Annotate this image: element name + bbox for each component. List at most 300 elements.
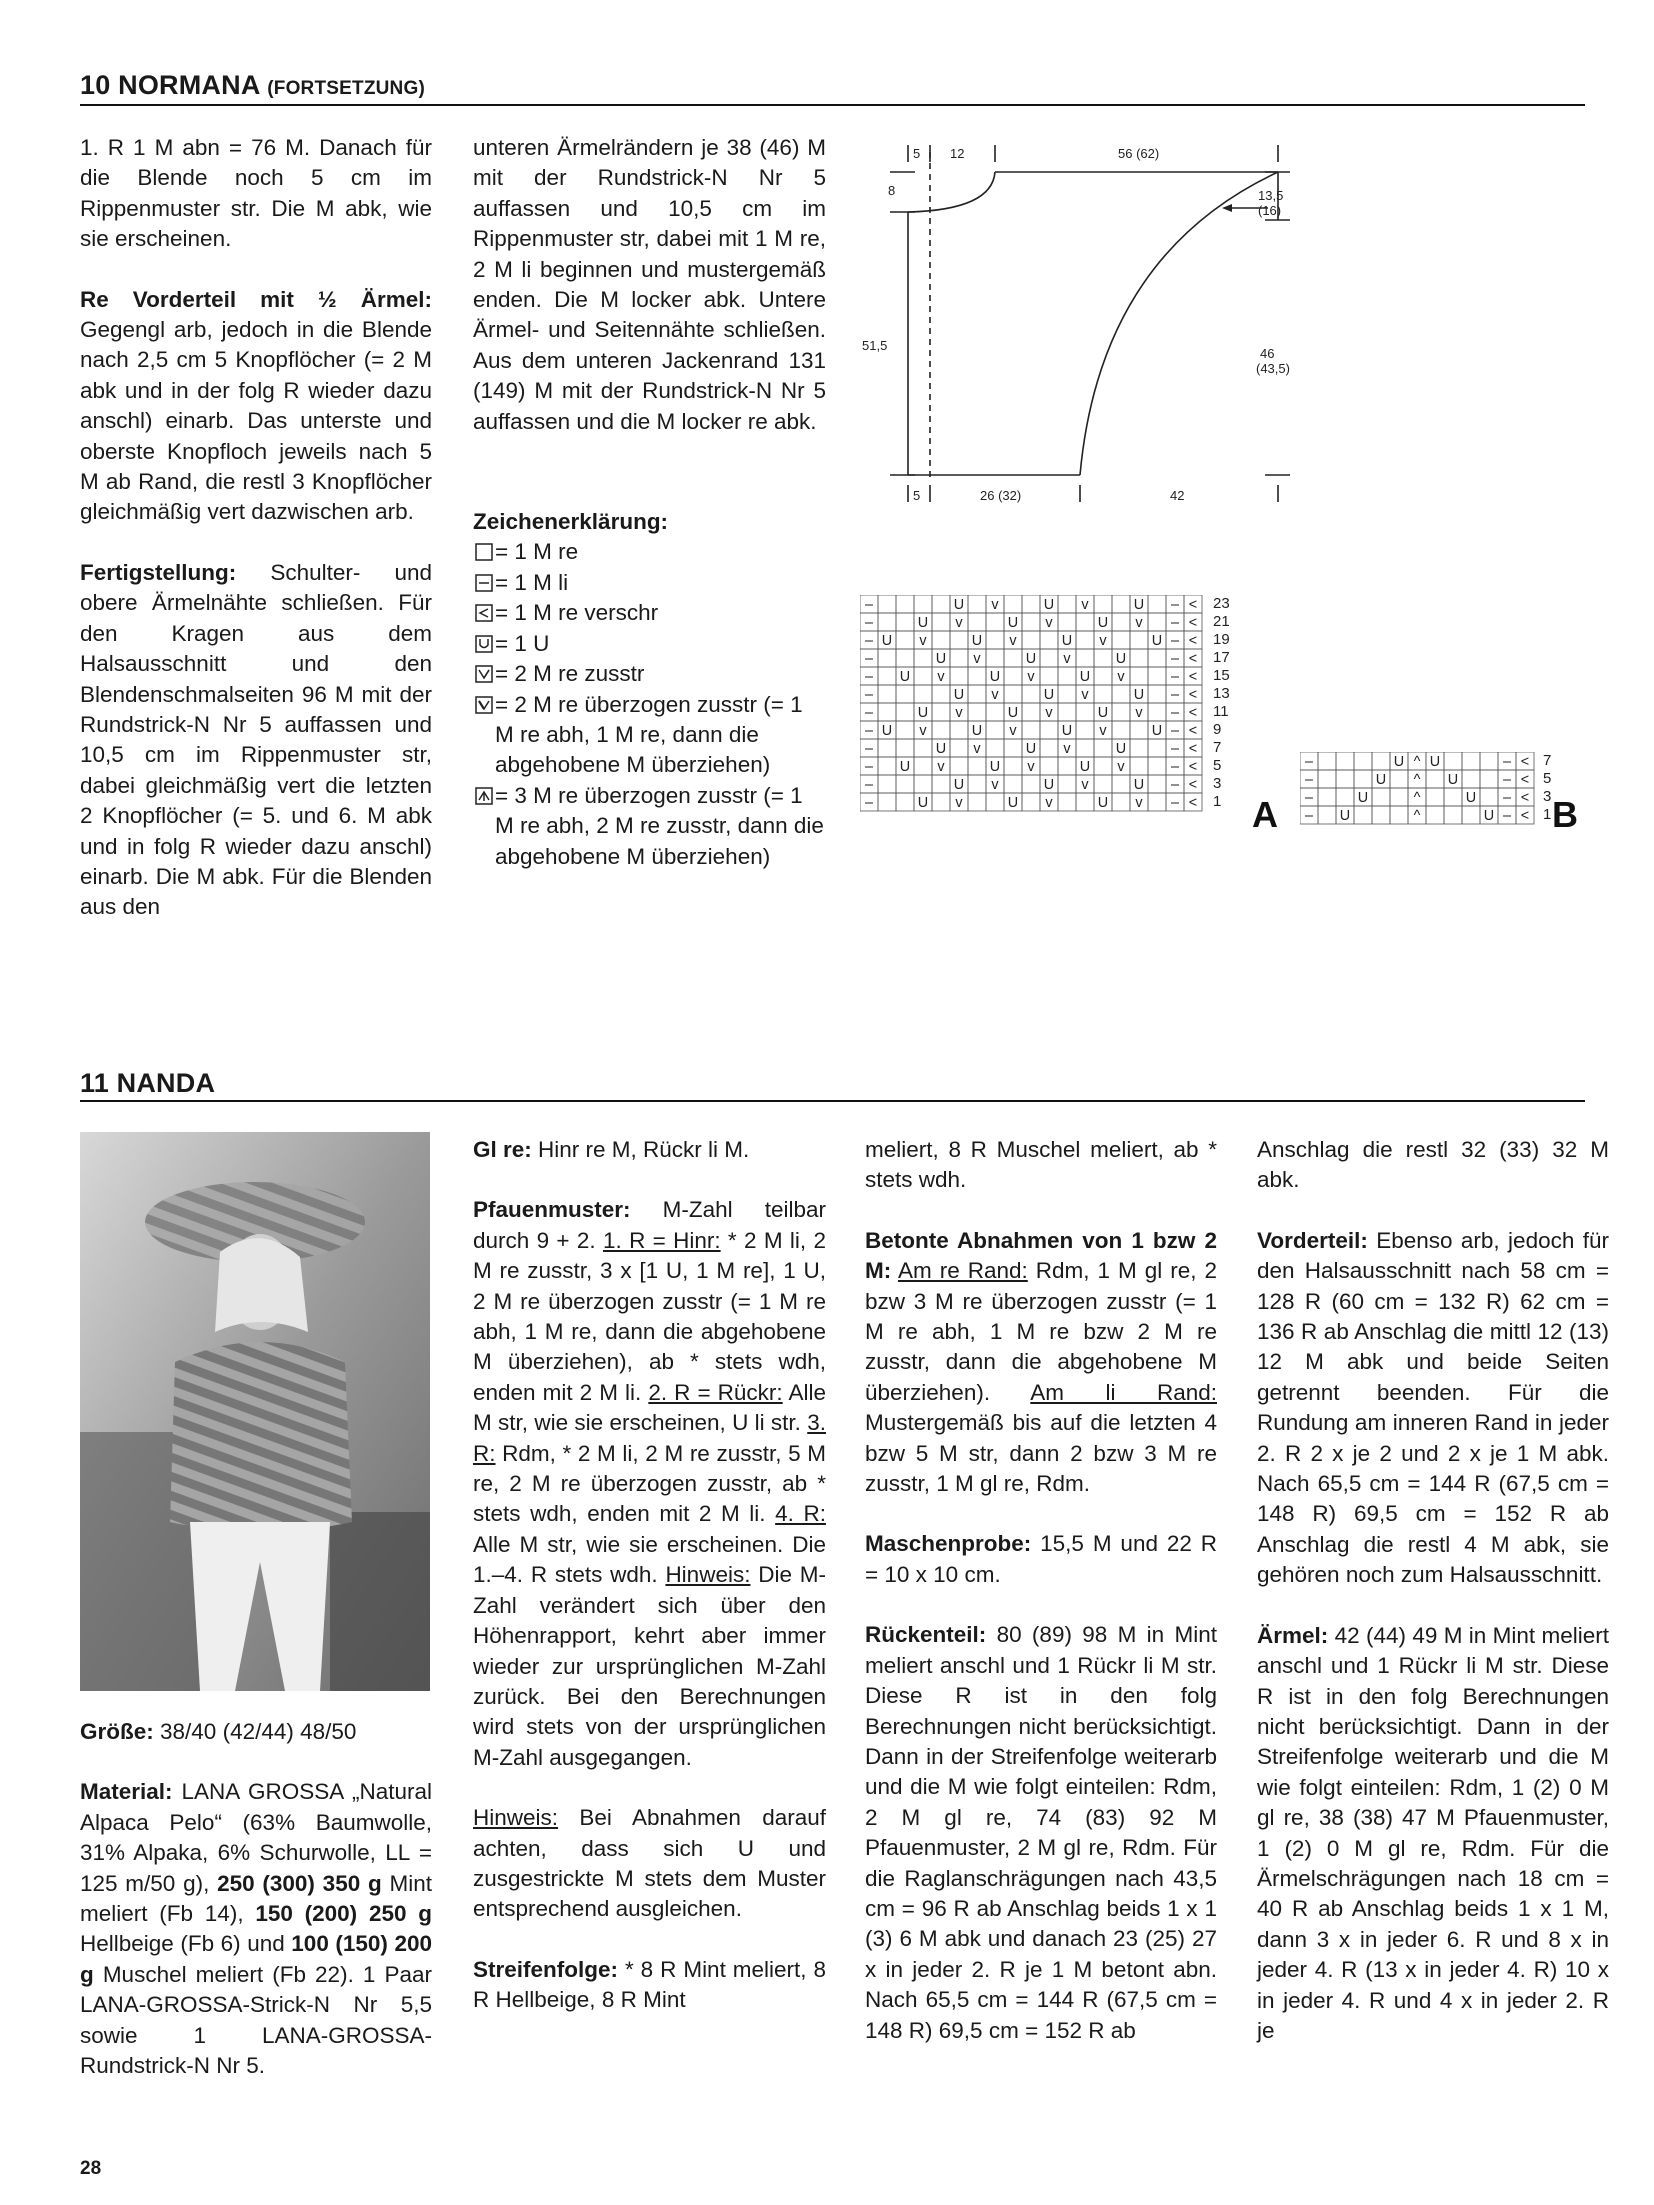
row-number: 3 [1213, 775, 1222, 792]
chart-cell [1148, 685, 1166, 703]
paragraph [473, 1803, 826, 1925]
chart-cell [1318, 752, 1336, 770]
chart-symbol: – [1170, 669, 1180, 686]
row-number: 5 [1213, 757, 1222, 774]
chart-symbol: v [1027, 759, 1035, 776]
chart-cell [1354, 806, 1372, 824]
chart-cell [1462, 752, 1480, 770]
chart-symbol: U [1061, 633, 1073, 650]
paragraph-text: Muschel meliert (Fb 22). 1 Paar LANA-GROSSA-Strick-N Nr 5,5 sowie 1 LANA-GROSSA-Rundstrick-N Nr 5. [80, 1961, 432, 2079]
legend-item [473, 568, 826, 598]
chart-cell [914, 757, 932, 775]
chart-symbol: U [1043, 777, 1055, 794]
chart-cell [1480, 752, 1498, 770]
chart-symbol: – [1170, 651, 1180, 668]
chart-cell [1094, 649, 1112, 667]
chart-cell [968, 613, 986, 631]
chart-symbol: v [991, 687, 999, 704]
row-number: 21 [1213, 613, 1230, 630]
chart-cell [1444, 788, 1462, 806]
chart-cell [896, 631, 914, 649]
chart-symbol: U [1375, 772, 1387, 789]
chart-symbol: < [1188, 687, 1198, 704]
chart-symbol: – [1502, 808, 1512, 825]
row-number: 19 [1213, 631, 1230, 648]
paragraph-text: Alle M str, wie sie erscheinen. Die 1.–4. R stets wdh. [473, 1531, 826, 1588]
paragraph-text: 15,5 M und 22 R = 10 x 10 cm. [865, 1531, 1217, 1587]
chart-symbol: – [1502, 754, 1512, 771]
underlined-text: 2. R = Rückr: [648, 1379, 783, 1405]
chart-cell [1354, 770, 1372, 788]
chart-cell [968, 793, 986, 811]
underlined-text: 3. R: [473, 1410, 826, 1466]
dimension-label: 5 [913, 488, 921, 503]
chart-cell [1004, 757, 1022, 775]
chart-cell [1004, 595, 1022, 613]
chart-cell [896, 739, 914, 757]
chart-cell [932, 721, 950, 739]
paragraph: meliert, 8 R Muschel meliert, ab * stets wdh. [865, 1137, 1217, 1193]
underlined-text: Hinweis: [665, 1562, 751, 1588]
chart-symbol: – [864, 597, 874, 614]
paragraph-text: Schulter- und obere Ärmelnähte schließen. Für den Kragen aus dem Halsausschnitt und den Blendenschmalseiten 96 M mit der Rundstrick-N Nr 5 auffassen und 10,5 cm im Rippenmuster str, dabei gleichmäßig vert die letzten 2 Knopflöcher (= 5. und 6. M abk und in folg R wieder dazu anschl) einarb. Die M abk. Für die Blenden aus den [80, 559, 432, 920]
chart-row-numbers [1543, 752, 1551, 823]
chart-symbol: – [1170, 687, 1180, 704]
paragraph-bold: 100 (150) 200 g [80, 1931, 432, 1987]
chart-symbol: v [1135, 705, 1143, 722]
row-number: 7 [1543, 752, 1552, 769]
chart-cell [1426, 806, 1444, 824]
chart-symbol: U [1097, 795, 1109, 812]
chart-symbol: U [935, 651, 947, 668]
chart-symbol: v [1063, 651, 1071, 668]
chart-cell [932, 793, 950, 811]
chart-symbol: U [953, 597, 965, 614]
chart-cell [1076, 739, 1094, 757]
chart-cell [1058, 775, 1076, 793]
legend-text: = 1 U [495, 630, 550, 656]
paragraph: 1. R 1 M abn = 76 M. Danach für die Blende noch 5 cm im Rippenmuster str. Die M abk, wie sie erscheinen. [80, 135, 432, 252]
chart-symbol: – [1304, 754, 1314, 771]
chart-cell [1076, 631, 1094, 649]
chart-symbol: U [1043, 687, 1055, 704]
chart-cell [986, 739, 1004, 757]
dimension-label: 46 [1260, 346, 1275, 361]
chart-cell [986, 631, 1004, 649]
chart-symbol: v [1045, 705, 1053, 722]
chart-symbol: v [919, 723, 927, 740]
dimension-label: (16) [1258, 203, 1282, 218]
paragraph [473, 1135, 826, 1165]
chart-cell [1426, 770, 1444, 788]
legend-text: = 1 M re [495, 539, 579, 565]
chart-cell [1076, 721, 1094, 739]
paragraph-text: Gegengl arb, jedoch in die Blende nach 2,5 cm 5 Knopflöcher (= 2 M abk und in der folg R wieder dazu anschl) einarb. Das unterste und oberste Knopfloch jeweils nach 5 M ab Rand, die restl 3 Knopflöcher gleichmäßig vert dazwischen arb. [80, 317, 432, 525]
row-number: 23 [1213, 595, 1230, 612]
paragraph-text: M-Zahl teilbar durch 9 + 2. [473, 1197, 826, 1253]
chart-cell [932, 703, 950, 721]
chart-cell [986, 793, 1004, 811]
paragraph-text: * 2 M li, 2 M re zusstr, 3 x [1 U, 1 M re], 1 U, 2 M re überzogen zusstr (= 1 M re abh, 1 M re, dann die abgehobene M überziehen), ab * stets wdh, enden mit 2 M li. [473, 1227, 826, 1405]
chart-symbol: U [1079, 759, 1091, 776]
chart-cell [1336, 752, 1354, 770]
chart-symbol: U [953, 777, 965, 794]
chart-cell [1058, 757, 1076, 775]
chart-cell [950, 757, 968, 775]
chart-symbol: ^ [1413, 754, 1421, 771]
row-number: 7 [1213, 739, 1222, 756]
chart-cell [1076, 613, 1094, 631]
underlined-text: Hinweis: [473, 1805, 559, 1831]
dimension-label: 42 [1170, 488, 1185, 503]
chart-cell [1354, 752, 1372, 770]
chart-symbol: U [989, 759, 1001, 776]
chart-symbol: – [864, 651, 874, 668]
chart-cell [1112, 775, 1130, 793]
row-number: 5 [1543, 770, 1552, 787]
paragraph-text: Alle M str, wie sie erscheinen, U li str. [473, 1379, 827, 1436]
chart-symbol: U [881, 723, 893, 740]
chart-symbol: ^ [1413, 772, 1421, 789]
chart-cell [1058, 685, 1076, 703]
chart-label: A [1252, 794, 1278, 835]
chart-symbol: – [1170, 705, 1180, 722]
chart-cell [1148, 793, 1166, 811]
chart-symbol: v [919, 633, 927, 650]
chart-symbol: – [864, 705, 874, 722]
chart-cell [878, 757, 896, 775]
chart-cell [932, 685, 950, 703]
chart-cell [878, 793, 896, 811]
chart-cell [878, 667, 896, 685]
chart-symbol: U [971, 633, 983, 650]
chart-cell [878, 595, 896, 613]
chart-cell [914, 775, 932, 793]
paragraph [865, 1620, 1217, 2046]
chart-cell [896, 595, 914, 613]
section-subtitle: (FORTSETZUNG) [267, 78, 425, 99]
chart-cell [1004, 649, 1022, 667]
paragraph-text: 42 (44) 49 M in Mint meliert anschl und 1 Rückr li M str. Diese R ist in den folg Berechnungen nicht berücksichtigt. Dann in der Streifenfolge weiterarb und die M wie folgt einteilen: Rdm, 1 (2) 0 M gl re, 38 (38) 47 M Pfauenmuster, 1 (2) 0 M gl re, Rdm. Für die Ärmelschrägungen nach 18 cm = 40 R ab Anschlag beids 1 x 1 M, dann 3 x in jeder 6. R und 8 x in jeder 4. R (13 x in jeder 4. R) 10 x in jeder 4. R und 4 x in jeder 2. R je [1257, 1622, 1609, 2043]
legend-text: = 2 M re zusstr [495, 661, 645, 687]
chart-cell [1390, 788, 1408, 806]
chart-cell [1318, 806, 1336, 824]
chart-cell [1336, 788, 1354, 806]
chart-cell [896, 775, 914, 793]
chart-symbol: – [864, 777, 874, 794]
chart-symbol: – [1170, 723, 1180, 740]
paragraph [80, 558, 432, 923]
chart-symbol: U [1483, 808, 1495, 825]
chart-cell [1148, 775, 1166, 793]
dimension-label: 51,5 [862, 338, 888, 353]
chart-symbol: v [1099, 633, 1107, 650]
chart-symbol: < [1188, 597, 1198, 614]
chart-cell [1148, 613, 1166, 631]
chart-symbol: v [937, 759, 945, 776]
chart-cell [986, 613, 1004, 631]
chart-symbol: U [1133, 687, 1145, 704]
chart-symbol: U [971, 723, 983, 740]
chart-symbol: – [1170, 615, 1180, 632]
dimension-label: 5 [913, 146, 921, 161]
chart-cell [878, 739, 896, 757]
chart-cell [1004, 685, 1022, 703]
chart-cell [1022, 721, 1040, 739]
paragraph-label: Maschenprobe: [865, 1531, 1032, 1557]
paragraph [473, 1955, 826, 2016]
chart-cell [878, 703, 896, 721]
chart-symbol: U [953, 687, 965, 704]
paragraph-text: Rdm, * 2 M li, 2 M re zusstr, 5 M re, 2 M re überzogen zusstr, ab * stets wdh, enden mit 2 M li. [473, 1440, 826, 1527]
chart-symbol: U [1007, 615, 1019, 632]
paragraph-text: LANA GROSSA „Natural Alpaca Pelo“ (63% Baumwolle, 31% Alpaka, 6% Schurwolle, LL = 125 m/50 g), [80, 1779, 432, 1896]
chart-cell [1318, 788, 1336, 806]
chart-cell [896, 649, 914, 667]
chart-cell [1058, 613, 1076, 631]
chart-symbol: – [1170, 741, 1180, 758]
chart-symbol: < [1188, 741, 1198, 758]
paragraph [80, 285, 432, 528]
nanda-column-2 [473, 1135, 826, 2046]
chart-cell [1148, 757, 1166, 775]
chart-cell [1040, 667, 1058, 685]
chart-cell [1130, 667, 1148, 685]
paragraph-label: Re Vorderteil mit ½ Ärmel: [80, 286, 432, 312]
chart-cell [1094, 595, 1112, 613]
chart-symbol: U [1115, 651, 1127, 668]
chart-cell [1004, 667, 1022, 685]
chart-cell [1130, 631, 1148, 649]
sk2p-symbol-icon [473, 787, 495, 805]
chart-symbol: U [1339, 808, 1351, 825]
chart-cell [1076, 703, 1094, 721]
paragraph-label: Vorderteil: [1257, 1227, 1368, 1253]
chart-symbol: U [1007, 795, 1019, 812]
chart-symbol: U [1447, 772, 1459, 789]
chart-cell [950, 649, 968, 667]
chart-symbol: v [1117, 759, 1125, 776]
row-number: 3 [1543, 788, 1552, 805]
chart-cell [878, 649, 896, 667]
chart-cell [878, 613, 896, 631]
chart-symbol: ^ [1413, 808, 1421, 825]
chart-symbol: < [1520, 808, 1530, 825]
section-rule [80, 1100, 1585, 1102]
chart-symbol: v [973, 741, 981, 758]
chart-symbol: v [1081, 777, 1089, 794]
chart-symbol: – [864, 669, 874, 686]
chart-cell [986, 649, 1004, 667]
chart-label: B [1552, 794, 1578, 835]
legend-item [473, 690, 826, 781]
dimension-label: 8 [888, 183, 896, 198]
chart-symbol: < [1188, 669, 1198, 686]
chart-cell [1076, 793, 1094, 811]
chart-cell [1022, 613, 1040, 631]
paragraph [473, 1195, 826, 1773]
chart-symbol: < [1188, 651, 1198, 668]
dimension-label: 12 [950, 146, 965, 161]
paragraph [865, 1529, 1217, 1590]
chart-symbol: U [1357, 790, 1369, 807]
chart-symbol: v [955, 795, 963, 812]
chart-cell [968, 667, 986, 685]
underlined-text: 1. R = Hinr: [602, 1227, 721, 1253]
paragraph [80, 1717, 432, 1747]
chart-cell [1148, 739, 1166, 757]
chart-cell [1004, 775, 1022, 793]
paragraph-text: Ebenso arb, jedoch für den Halsausschnitt nach 58 cm = 128 R (60 cm = 132 R) 62 cm = 136 R ab Anschlag die mittl 12 (13) 12 M abk und beide Seiten getrennt beenden. Für die Rundung am inneren Rand in jeder 2. R 2 x je 2 und 2 x je 1 M abk. Nach 65,5 cm = 144 R (67,5 cm = 148 R) 69,5 cm = 152 R ab Anschlag die restl 4 M abk, sie gehören noch zum Halsausschnitt. [1257, 1227, 1609, 1588]
legend-item [473, 659, 826, 689]
chart-symbol: – [1170, 597, 1180, 614]
paragraph [1257, 1226, 1609, 1591]
legend-text: = 2 M re überzogen zusstr (= 1 M re abh, 1 M re, dann die abgehobene M überziehen) [495, 691, 803, 778]
purl-symbol-icon [473, 574, 495, 592]
chart-cell [1112, 613, 1130, 631]
twisted-knit-symbol-icon [473, 604, 495, 622]
chart-cell [1112, 703, 1130, 721]
chart-symbol: v [937, 669, 945, 686]
chart-row-numbers [1213, 595, 1230, 810]
chart-cell [1480, 788, 1498, 806]
chart-cell [1112, 595, 1130, 613]
section-title-normana [80, 70, 425, 101]
underlined-text: Am li Rand: [1030, 1379, 1217, 1405]
chart-cell [1390, 806, 1408, 824]
chart-cell [932, 631, 950, 649]
chart-cell [1148, 667, 1166, 685]
chart-cell [896, 685, 914, 703]
chart-symbol: v [955, 705, 963, 722]
chart-cell [986, 703, 1004, 721]
section-title-nanda [80, 1068, 215, 1099]
paragraph-label: Pfauenmuster: [473, 1197, 631, 1223]
chart-cell [1022, 703, 1040, 721]
chart-symbol: v [1009, 723, 1017, 740]
chart-symbol: v [955, 615, 963, 632]
paragraph-label: Streifenfolge: [473, 1956, 619, 1982]
chart-symbol: – [1170, 759, 1180, 776]
paragraph-label: Fertigstellung: [80, 559, 237, 585]
chart-symbol: U [899, 669, 911, 686]
paragraph-label: Gl re: [473, 1137, 532, 1162]
chart-symbol: U [1151, 633, 1163, 650]
chart-cell [1372, 806, 1390, 824]
paragraph-label: Material: [80, 1779, 173, 1805]
dimension-label: 13,5 [1258, 188, 1284, 203]
garment-schematic [860, 140, 1290, 515]
chart-cell [1094, 757, 1112, 775]
chart-symbol: U [1133, 777, 1145, 794]
paragraph-text: 38/40 (42/44) 48/50 [153, 1719, 357, 1744]
paragraph-bold: 150 (200) 250 g [255, 1901, 432, 1927]
chart-symbol: U [917, 795, 929, 812]
chart-cell [1022, 685, 1040, 703]
ssk-symbol-icon [473, 696, 495, 714]
knit-symbol-icon [473, 543, 495, 561]
row-number: 1 [1543, 806, 1552, 823]
chart-cell [1130, 757, 1148, 775]
chart-cell [1148, 595, 1166, 613]
chart-cell [932, 613, 950, 631]
yarn-over-symbol-icon [473, 635, 495, 653]
legend-text: = 3 M re überzogen zusstr (= 1 M re abh, 2 M re zusstr, dann die abgehobene M überziehen) [495, 782, 824, 869]
chart-symbol: – [1170, 795, 1180, 812]
chart-cell [1022, 793, 1040, 811]
chart-symbol: v [1117, 669, 1125, 686]
legend-item [473, 537, 826, 567]
chart-symbol: v [1045, 615, 1053, 632]
nanda-column-4 [1257, 1135, 1609, 2076]
normana-column-2 [473, 133, 826, 872]
underlined-text: Am re Rand: [898, 1258, 1028, 1284]
paragraph: Anschlag die restl 32 (33) 32 M abk. [1257, 1137, 1609, 1193]
chart-cell [1040, 757, 1058, 775]
dimension-label: 26 (32) [980, 488, 1022, 503]
chart-symbol: U [1007, 705, 1019, 722]
legend-text: = 1 M li [495, 569, 569, 595]
chart-cell [968, 757, 986, 775]
chart-symbol: < [1188, 615, 1198, 632]
chart-cell [1094, 775, 1112, 793]
chart-cell [1390, 770, 1408, 788]
chart-cell [1426, 788, 1444, 806]
nanda-column-3 [865, 1135, 1217, 2076]
chart-symbol: v [1081, 687, 1089, 704]
chart-symbol: v [1063, 741, 1071, 758]
chart-cell [896, 793, 914, 811]
paragraph [865, 1226, 1217, 1500]
chart-symbol: v [973, 651, 981, 668]
chart-cell [1444, 806, 1462, 824]
legend-item [473, 629, 826, 659]
chart-symbol: U [1115, 741, 1127, 758]
chart-cell [1040, 649, 1058, 667]
paragraph-label: Ärmel: [1257, 1622, 1329, 1648]
chart-cell [1462, 770, 1480, 788]
chart-symbol: v [1135, 795, 1143, 812]
chart-symbol: U [1151, 723, 1163, 740]
chart-symbol: < [1188, 777, 1198, 794]
chart-symbol: U [1393, 754, 1405, 771]
chart-cell [968, 595, 986, 613]
model-photo [80, 1132, 430, 1691]
chart-symbol: – [864, 633, 874, 650]
paragraph [1257, 1621, 1609, 2047]
row-number: 13 [1213, 685, 1230, 702]
chart-symbol: U [1429, 754, 1441, 771]
chart-cell [1040, 739, 1058, 757]
knitting-chart-a [860, 595, 1280, 835]
paragraph-text: Mustergemäß bis auf die letzten 4 bzw 5 M str, dann 2 bzw 3 M re zusstr, 1 M gl re, Rdm. [865, 1410, 1217, 1497]
knitting-chart-b [1300, 752, 1585, 842]
chart-symbol: – [864, 687, 874, 704]
chart-symbol: – [1170, 633, 1180, 650]
paragraph-text: Mint meliert (Fb 14), [80, 1870, 432, 1927]
chart-symbol: – [864, 795, 874, 812]
chart-symbol: < [1520, 790, 1530, 807]
chart-cell [914, 667, 932, 685]
chart-symbol: v [1099, 723, 1107, 740]
chart-cell [1076, 649, 1094, 667]
chart-symbol: U [1133, 597, 1145, 614]
paragraph-text: 80 (89) 98 M in Mint meliert anschl und 1 Rückr li M str. Diese R ist in den folg Berechnungen nicht berücksichtigt. Dann in der Streifenfolge weiterarb und die M wie folgt einteilen: Rdm, 2 M gl re, 74 (83) 92 M Pfauenmuster, 2 M gl re, Rdm. Für die Raglanschrägungen nach 43,5 cm = 96 R ab Anschlag beids 1 x 1 (3) 6 M abk und danach 23 (25) 27 x in jeder 2. R je 1 M betont abn. Nach 65,5 cm = 144 R (67,5 cm = 148 R) 69,5 cm = 152 R ab [865, 1622, 1217, 2043]
chart-cell [1480, 770, 1498, 788]
paragraph-text: * 8 R Mint meliert, 8 R Hellbeige, 8 R Mint [473, 1956, 826, 2013]
chart-symbol: – [1304, 772, 1314, 789]
chart-symbol: U [1043, 597, 1055, 614]
